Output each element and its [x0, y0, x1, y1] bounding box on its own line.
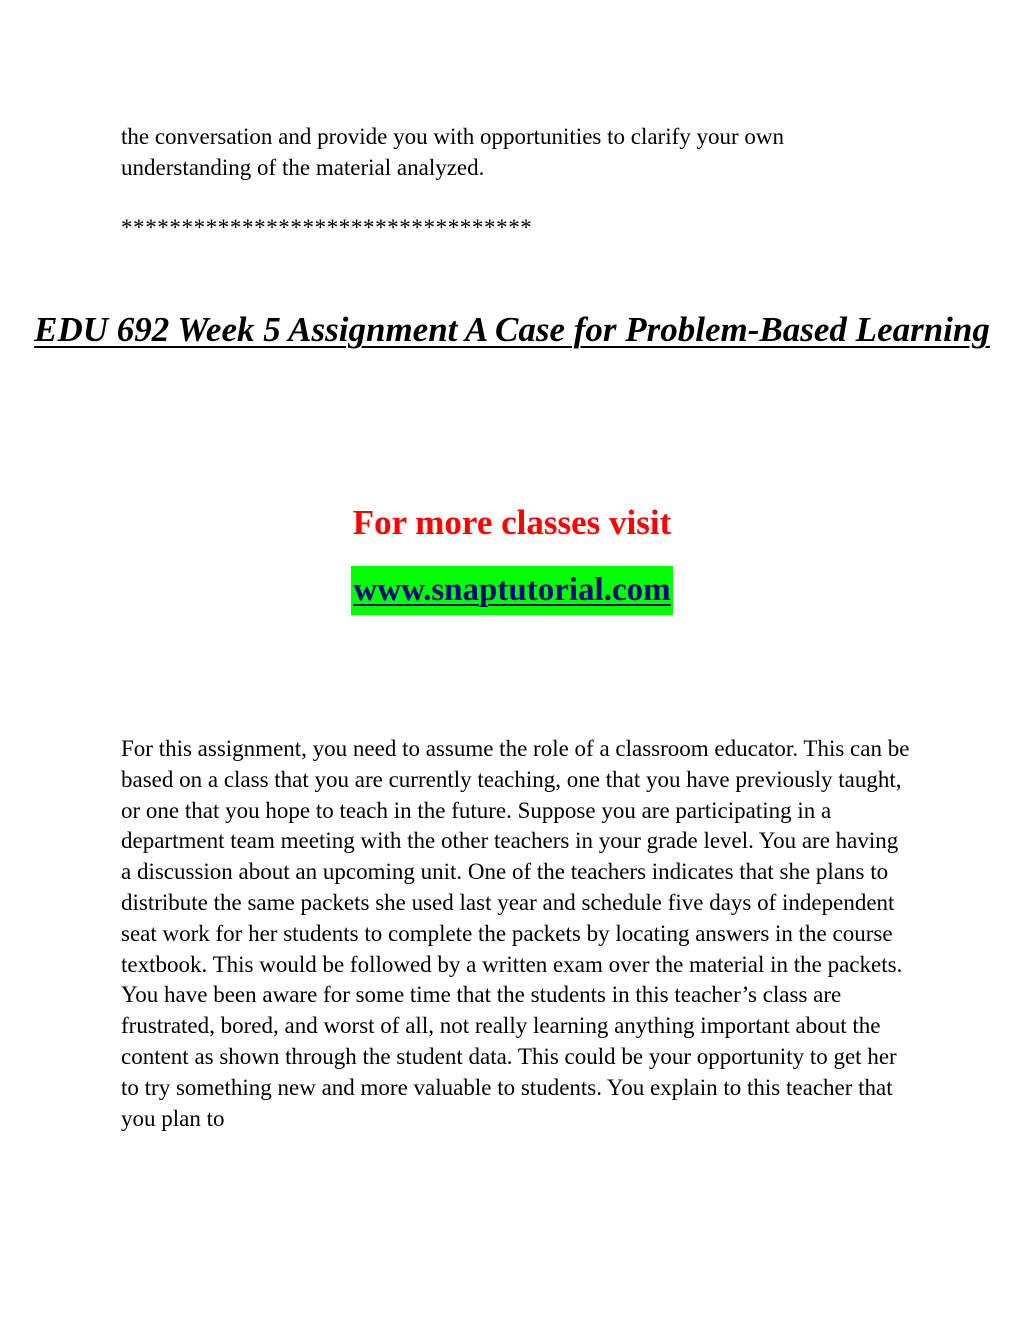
promo-heading: For more classes visit	[352, 503, 672, 542]
assignment-paragraph-1: For this assignment, you need to assume the role of a classroom educator. This can be based on a class that you are currently teaching, one that you have previously taught, or one that you hope to teach in the future. Suppose you are participating in a department team meeting with the other teachers in your grade level. You are having a discussion about an upcoming unit. One of the teachers indicates that she plans to distribute the same packets she used last year and schedule five days of independent seat work for her students to complete the packets by locating answers in the course textbook. This would be followed by a written exam over the material in the packets.	[121, 736, 910, 977]
intro-paragraph: the conversation and provide you with opportunities to clarify your own understanding of the material analyzed.	[121, 124, 785, 180]
assignment-paragraph-2: You have been aware for some time that the students in this teacher’s class are frustrated, bored, and worst of all, not really learning anything important about the content as shown through the student data. This could be your opportunity to get her to try something new and more valuable to students. You explain to this teacher that you plan to	[121, 982, 897, 1131]
snaptutorial-link[interactable]: www.snaptutorial.com	[351, 566, 672, 615]
assignment-body	[121, 734, 911, 1134]
promo-link-container	[0, 566, 1024, 615]
document-title: EDU 692 Week 5 Assignment A Case for Problem-Based Learning	[34, 310, 990, 349]
asterisk-separator: **********************************	[121, 215, 533, 240]
